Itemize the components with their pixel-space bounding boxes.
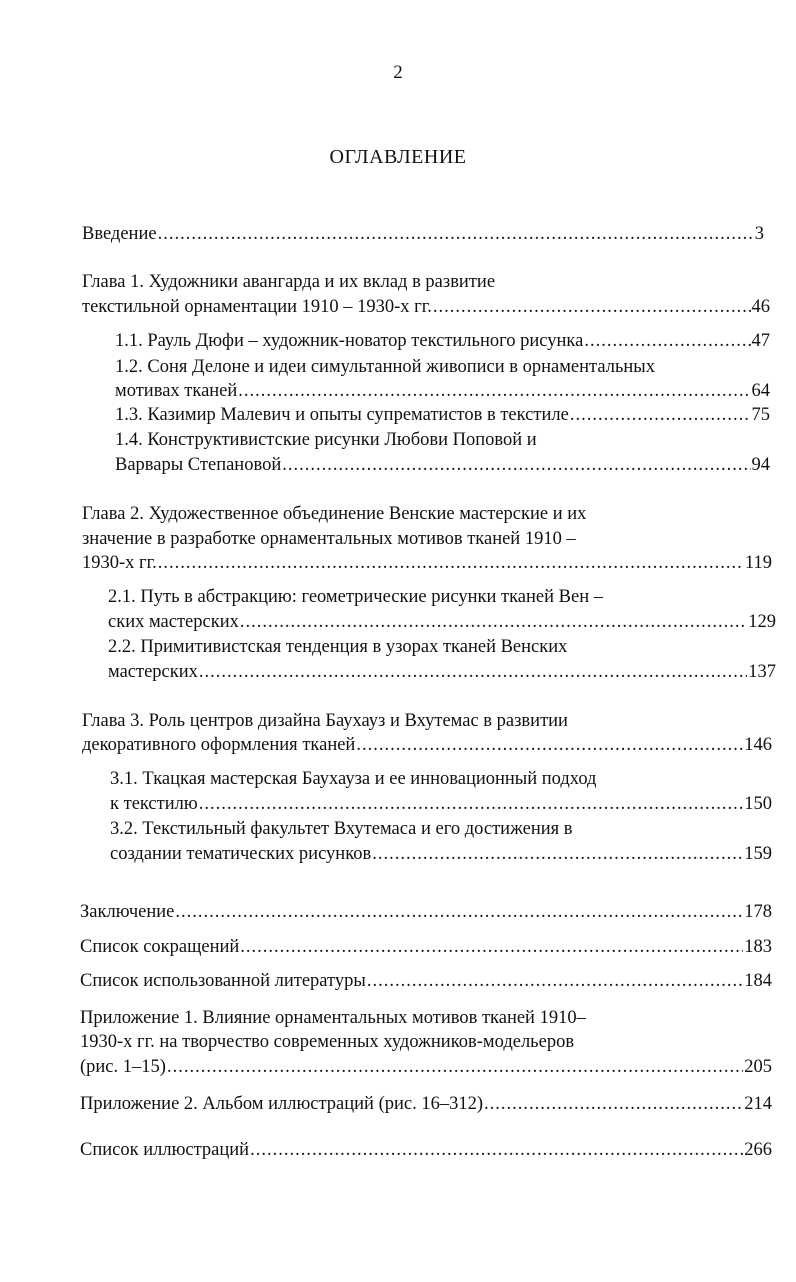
toc-entry-line <box>80 1055 772 1079</box>
toc-entry-line <box>110 792 772 816</box>
toc-entry-line <box>108 610 776 634</box>
toc-entry-title: Глава 2. Художественное объединение Венские мастерские и их <box>82 504 587 524</box>
toc-dot-leader <box>199 660 747 684</box>
toc-entry-title: 1.1. Рауль Дюфи – художник-новатор текстильного рисунка <box>115 331 584 351</box>
toc-entry-title: 1.4. Конструктивистские рисунки Любови Поповой и <box>115 430 537 450</box>
toc-entry-line <box>80 900 772 924</box>
toc-entry-line <box>115 329 770 353</box>
toc-entry-title: Введение <box>82 224 157 244</box>
toc-page-number: 119 <box>744 553 772 573</box>
toc-dot-leader <box>584 329 750 353</box>
toc-dot-leader <box>372 842 743 866</box>
toc-entry-line <box>82 222 764 246</box>
toc-entry-title: Глава 1. Художники авангарда и их вклад в развитие <box>82 272 496 292</box>
toc-entry-title: Варвары Степановой <box>115 455 282 475</box>
toc-dot-leader <box>238 379 750 403</box>
toc-entry-title: Список сокращений <box>80 937 240 957</box>
toc-dot-leader <box>240 935 743 959</box>
toc-page-number: 46 <box>751 297 770 317</box>
toc-entry-line <box>80 935 772 959</box>
toc-page-number: 47 <box>751 331 770 351</box>
toc-entry-line <box>82 733 772 757</box>
toc-page-number: 3 <box>754 224 764 244</box>
toc-entry-title: Приложение 1. Влияние орнаментальных мотивов тканей 1910– <box>80 1008 586 1028</box>
toc-entry-title: 2.2. Примитивистская тенденция в узорах тканей Венских <box>108 637 568 657</box>
toc-entry-line <box>80 1138 772 1162</box>
toc-entry-line <box>110 842 772 866</box>
toc-page-number: 94 <box>751 455 770 475</box>
toc-entry-title: 3.1. Ткацкая мастерская Баухауза и ее инновационный подход <box>110 769 597 789</box>
toc-entry-title: декоративного оформления тканей <box>82 735 356 755</box>
toc-dot-leader <box>433 295 751 319</box>
toc-page-number: 205 <box>744 1057 772 1077</box>
toc-entry-line <box>82 551 772 575</box>
toc-page-number: 150 <box>744 794 772 814</box>
toc-dot-leader <box>356 733 743 757</box>
toc-entry-title: мастерских <box>108 662 198 682</box>
toc-entry-line <box>115 379 770 403</box>
toc-entry-title: текстильной орнаментации 1910 – 1930-х гг. <box>82 297 432 317</box>
toc-entry-line <box>115 453 770 477</box>
page-number: 2 <box>393 62 403 83</box>
toc-dot-leader <box>158 222 754 246</box>
toc-entry-title: 1.2. Соня Делоне и идеи симультанной живописи в орнаментальных <box>115 357 655 377</box>
toc-entry-line <box>80 1092 772 1116</box>
toc-entry-title: 1930-х гг. <box>82 553 157 573</box>
toc-entry-title: мотивах тканей <box>115 381 238 401</box>
toc-page-number: 146 <box>744 735 772 755</box>
toc-page-number: 64 <box>751 381 770 401</box>
toc-entry-title: Список иллюстраций <box>80 1140 250 1160</box>
toc-dot-leader <box>367 969 743 993</box>
toc-dot-leader <box>570 403 751 427</box>
toc-entry-title: Список использованной литературы <box>80 971 366 991</box>
toc-entry-line <box>82 295 770 319</box>
toc-page-number: 266 <box>744 1140 772 1160</box>
toc-entry-line <box>80 969 772 993</box>
toc-dot-leader <box>175 900 743 924</box>
toc-page-number: 183 <box>744 937 772 957</box>
page-title: ОГЛАВЛЕНИЕ <box>329 146 467 168</box>
toc-entry-title: Приложение 2. Альбом иллюстраций (рис. 16–312) <box>80 1094 484 1114</box>
toc-page-number: 75 <box>751 405 770 425</box>
toc-dot-leader <box>167 1055 743 1079</box>
toc-entry-title: значение в разработке орнаментальных мотивов тканей 1910 – <box>82 529 576 549</box>
toc-dot-leader <box>158 551 744 575</box>
toc-entry-title: Заключение <box>80 902 175 922</box>
toc-page-number: 178 <box>744 902 772 922</box>
toc-dot-leader <box>484 1092 743 1116</box>
toc-entry-title: ских мастерских <box>108 612 239 632</box>
toc-dot-leader <box>240 610 747 634</box>
toc-dot-leader <box>282 453 750 477</box>
toc-page-number: 214 <box>744 1094 772 1114</box>
toc-dot-leader <box>199 792 744 816</box>
toc-entry-line <box>108 660 776 684</box>
toc-entry-title: создании тематических рисунков <box>110 844 372 864</box>
toc-page-number: 137 <box>748 662 776 682</box>
toc-dot-leader <box>250 1138 743 1162</box>
toc-page-number: 159 <box>744 844 772 864</box>
toc-entry-title: к текстилю <box>110 794 198 814</box>
toc-entry-line <box>115 403 770 427</box>
toc-entry-title: Глава 3. Роль центров дизайна Баухауз и Вхутемас в развитии <box>82 711 568 731</box>
toc-entry-title: 2.1. Путь в абстракцию: геометрические рисунки тканей Вен – <box>108 587 603 607</box>
toc-entry-title: 1.3. Казимир Малевич и опыты супрематистов в текстиле <box>115 405 569 425</box>
toc-entry-title: 3.2. Текстильный факультет Вхутемаса и его достижения в <box>110 819 573 839</box>
toc-page-number: 129 <box>748 612 776 632</box>
toc-entry-title: 1930-х гг. на творчество современных художников-модельеров <box>80 1032 575 1052</box>
toc-entry-title: (рис. 1–15) <box>80 1057 166 1077</box>
toc-page-number: 184 <box>744 971 772 991</box>
